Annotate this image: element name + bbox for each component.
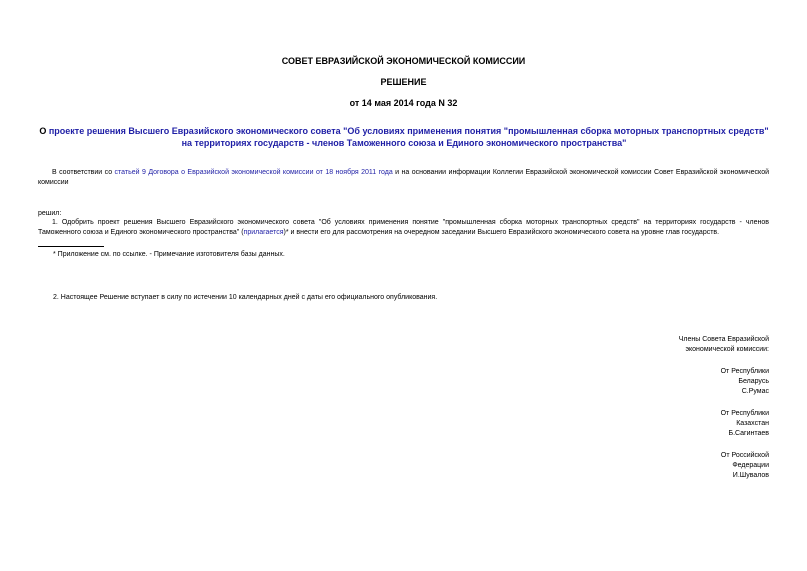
title-prefix: О — [39, 126, 49, 136]
item-1-paragraph — [38, 218, 769, 238]
treaty-article-link[interactable]: статьей 9 Договора о Евразийской экономической комиссии от 18 ноября 2011 года — [114, 169, 393, 176]
signature-kazakhstan — [569, 409, 769, 439]
item-1-pre-text: 1. Одобрить проект решения Высшего Евразийского экономического совета "Об условиях применения понятие "промышленная сборка моторных транспортных средств" на территориях государств - членов Таможенного союза и Единого экономического пространства" ( — [38, 219, 769, 236]
signature-country-line-2: Беларусь — [738, 378, 769, 385]
council-heading: СОВЕТ ЕВРАЗИЙСКОЙ ЭКОНОМИЧЕСКОЙ КОМИССИИ — [281, 56, 526, 66]
signature-belarus — [569, 367, 769, 397]
decision-date: от 14 мая 2014 года N 32 — [349, 98, 458, 108]
signature-name: Б.Сагинтаев — [728, 430, 769, 437]
signature-country-line-2: Федерации — [732, 462, 769, 469]
document-title — [34, 125, 774, 149]
basis-paragraph — [38, 168, 769, 188]
footnote: * Приложение см. по ссылке. - Примечание изготовителя базы данных. — [53, 251, 285, 258]
signatures-intro — [569, 335, 769, 355]
signature-country-line-1: От Республики — [720, 410, 769, 417]
signature-name: И.Шувалов — [732, 472, 769, 479]
title-link[interactable]: проекте решения Высшего Евразийского экономического совета "Об условиях применения понятия "промышленная сборка моторных транспортных средств" на территориях государств - членов Таможенного союза и Единого экономического пространства" — [48, 126, 769, 148]
basis-post-text: и на основании информации Коллегии Евразийской экономической комиссии Совет Евразийской экономической комиссии — [38, 169, 769, 186]
item-2-paragraph: 2. Настоящее Решение вступает в силу по истечении 10 календарных дней с даты его официального опубликования. — [53, 294, 438, 301]
item-1-post-text: )* и внести его для рассмотрения на очередном заседании Высшего Евразийского экономического совета на уровне глав государств. — [283, 229, 720, 236]
signatures-block — [569, 335, 769, 493]
decision-heading: РЕШЕНИЕ — [380, 77, 427, 87]
signature-russia — [569, 451, 769, 481]
signature-country-line-1: От Республики — [720, 368, 769, 375]
basis-pre-text: В соответствии со — [52, 169, 115, 176]
signature-country-line-1: От Российской — [720, 452, 769, 459]
resolved-label: решил: — [38, 210, 62, 217]
signature-country-line-2: Казахстан — [736, 420, 769, 427]
attachment-link[interactable]: прилагается — [243, 229, 284, 236]
signatures-intro-line-2: экономической комиссии: — [685, 346, 769, 353]
footnote-divider — [38, 246, 104, 247]
signatures-intro-line-1: Члены Совета Евразийской — [678, 336, 769, 343]
signature-name: С.Румас — [741, 388, 769, 395]
